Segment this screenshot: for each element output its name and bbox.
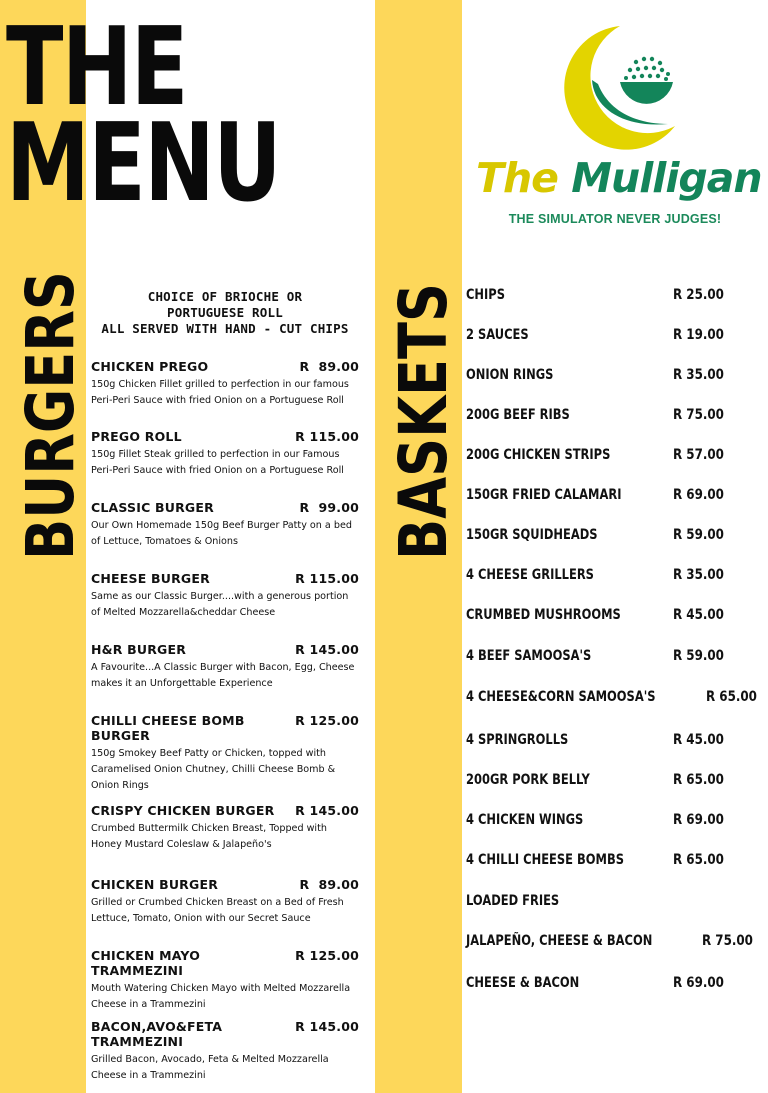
basket-name: 200GR PORK BELLY <box>466 772 590 788</box>
basket-price: R 35.00 <box>673 367 724 383</box>
basket-item <box>466 975 724 991</box>
burger-name: CHICKEN MAYO TRAMMEZINI <box>91 948 201 978</box>
burger-name: CLASSIC BURGER <box>91 500 214 515</box>
basket-price: R 35.00 <box>673 567 724 583</box>
burger-name: BACON,AVO&FETA TRAMMEZINI <box>91 1019 223 1049</box>
burger-price: R 89.00 <box>299 359 359 374</box>
basket-name: CRUMBED MUSHROOMS <box>466 607 621 623</box>
logo-wordmark <box>476 154 762 202</box>
basket-item <box>466 367 724 383</box>
burger-name: CHILLI CHEESE BOMB BURGER <box>91 713 245 743</box>
burger-name: CHICKEN PREGO <box>91 359 209 374</box>
basket-item <box>466 648 724 664</box>
basket-name: 200G CHICKEN STRIPS <box>466 447 611 463</box>
burger-name: PREGO ROLL <box>91 429 182 444</box>
basket-price: R 57.00 <box>673 447 724 463</box>
burger-desc: Peri-Peri Sauce with fried Onion on a Portuguese Roll <box>91 395 344 406</box>
basket-item <box>466 287 724 303</box>
burger-desc: Lettuce, Tomato, Onion with our Secret Sauce <box>91 913 311 924</box>
basket-price: R 19.00 <box>673 327 724 343</box>
basket-price: R 65.00 <box>706 689 758 705</box>
burger-desc: Grilled Bacon, Avocado, Feta & Melted Mozzarella <box>91 1054 329 1065</box>
burger-desc: Grilled or Crumbed Chicken Breast on a Bed of Fresh <box>91 897 344 908</box>
burger-desc: 150g Fillet Steak grilled to perfection in our Famous <box>91 449 340 460</box>
basket-name: LOADED FRIES <box>466 893 560 909</box>
burger-price: R 145.00 <box>295 642 359 657</box>
basket-name: 200G BEEF RIBS <box>466 407 570 423</box>
burgers-section-label: BURGERS <box>12 271 89 560</box>
burger-desc: Crumbed Buttermilk Chicken Breast, Topped with <box>91 823 327 834</box>
basket-price: R 69.00 <box>673 487 724 503</box>
burger-item <box>91 571 359 621</box>
basket-name: CHIPS <box>466 287 505 303</box>
burgers-intro <box>92 289 358 337</box>
logo-word-mulligan: Mulligan <box>571 154 762 202</box>
basket-name: CHEESE & BACON <box>466 975 580 991</box>
basket-name: 4 CHILLI CHEESE BOMBS <box>466 852 624 868</box>
basket-item <box>466 487 724 503</box>
burger-item <box>91 1019 359 1084</box>
basket-name: 4 CHEESE&CORN SAMOOSA'S <box>466 689 656 705</box>
basket-name: 4 SPRINGROLLS <box>466 732 569 748</box>
basket-name: 2 SAUCES <box>466 327 529 343</box>
burger-desc: 150g Chicken Fillet grilled to perfection in our famous <box>91 379 349 390</box>
burger-name: CHICKEN BURGER <box>91 877 219 892</box>
burger-name: H&R BURGER <box>91 642 187 657</box>
burger-item <box>91 642 359 692</box>
intro-line-2: PORTUGUESE ROLL <box>167 305 283 320</box>
burger-desc: of Melted Mozzarella&cheddar Cheese <box>91 607 276 618</box>
basket-name: 4 CHEESE GRILLERS <box>466 567 594 583</box>
golf-ball-crescent-icon <box>470 18 760 158</box>
intro-line-3: ALL SERVED WITH HAND - CUT CHIPS <box>101 321 349 336</box>
basket-item <box>466 527 724 543</box>
basket-price: R 45.00 <box>673 732 724 748</box>
burger-item <box>91 500 359 550</box>
burger-desc: Mouth Watering Chicken Mayo with Melted Mozzarella <box>91 983 351 994</box>
burger-price: R 125.00 <box>295 948 359 963</box>
basket-name: JALAPEÑO, CHEESE & BACON <box>466 933 653 949</box>
basket-item <box>466 567 724 583</box>
basket-price: R 69.00 <box>673 812 724 828</box>
burger-desc: of Lettuce, Tomatoes & Onions <box>91 536 238 547</box>
basket-name: 150GR FRIED CALAMARI <box>466 487 622 503</box>
basket-price: R 65.00 <box>673 852 724 868</box>
basket-name: ONION RINGS <box>466 367 554 383</box>
burger-desc: Same as our Classic Burger....with a generous portion <box>91 591 349 602</box>
basket-item <box>466 327 724 343</box>
burger-item <box>91 803 359 853</box>
burger-name: CHEESE BURGER <box>91 571 210 586</box>
baskets-section-label: BASKETS <box>385 283 462 560</box>
basket-item <box>466 732 724 748</box>
burger-item <box>91 877 359 927</box>
basket-item <box>466 607 724 623</box>
basket-name: 150GR SQUIDHEADS <box>466 527 598 543</box>
burger-desc: Cheese in a Trammezini <box>91 999 206 1010</box>
burger-desc: A Favourite...A Classic Burger with Bacon, Egg, Cheese <box>91 662 355 673</box>
burger-desc: Cheese in a Trammezini <box>91 1070 206 1081</box>
burger-name: CRISPY CHICKEN BURGER <box>91 803 275 818</box>
burger-price: R 115.00 <box>295 429 359 444</box>
burger-item <box>91 429 359 479</box>
logo-word-the: The <box>476 154 558 202</box>
basket-price: R 45.00 <box>673 607 724 623</box>
burger-item <box>91 713 359 794</box>
basket-price: R 65.00 <box>673 772 724 788</box>
burger-desc: Onion Rings <box>91 780 149 791</box>
burger-price: R 89.00 <box>299 877 359 892</box>
menu-title <box>6 5 306 226</box>
intro-line-1: CHOICE OF BRIOCHE OR <box>147 289 303 304</box>
basket-price: R 59.00 <box>673 648 724 664</box>
burger-price: R 99.00 <box>299 500 359 515</box>
basket-price: R 25.00 <box>673 287 724 303</box>
basket-name: 4 BEEF SAMOOSA'S <box>466 648 592 664</box>
burger-price: R 125.00 <box>295 713 359 728</box>
basket-price: R 69.00 <box>673 975 724 991</box>
burger-desc: makes it an Unforgettable Experience <box>91 678 273 689</box>
mulligan-logo <box>470 18 760 243</box>
basket-item <box>466 772 724 788</box>
burger-desc: Caramelised Onion Chutney, Chilli Cheese Bomb & <box>91 764 336 775</box>
burger-item <box>91 359 359 409</box>
burger-desc: 150g Smokey Beef Patty or Chicken, topped with <box>91 748 326 759</box>
burger-price: R 115.00 <box>295 571 359 586</box>
basket-item <box>466 933 754 949</box>
burger-desc: Our Own Homemade 150g Beef Burger Patty on a bed <box>91 520 352 531</box>
burger-item <box>91 948 359 1013</box>
burger-price: R 145.00 <box>295 803 359 818</box>
basket-item <box>466 812 724 828</box>
basket-item <box>466 893 724 909</box>
basket-item <box>466 407 724 423</box>
burger-desc: Honey Mustard Coleslaw & Jalapeño's <box>91 839 272 850</box>
basket-price: R 75.00 <box>702 933 754 949</box>
burger-desc: Peri-Peri Sauce with fried Onion on a Portuguese Roll <box>91 465 344 476</box>
basket-item <box>466 689 758 705</box>
basket-item <box>466 852 724 868</box>
basket-price: R 75.00 <box>673 407 724 423</box>
basket-price: R 59.00 <box>673 527 724 543</box>
burger-price: R 145.00 <box>295 1019 359 1034</box>
logo-tagline: THE SIMULATOR NEVER JUDGES! <box>508 212 722 226</box>
basket-item <box>466 447 724 463</box>
title-line-1: THE <box>6 5 187 130</box>
title-line-2: MENU <box>6 101 281 226</box>
basket-name: 4 CHICKEN WINGS <box>466 812 584 828</box>
